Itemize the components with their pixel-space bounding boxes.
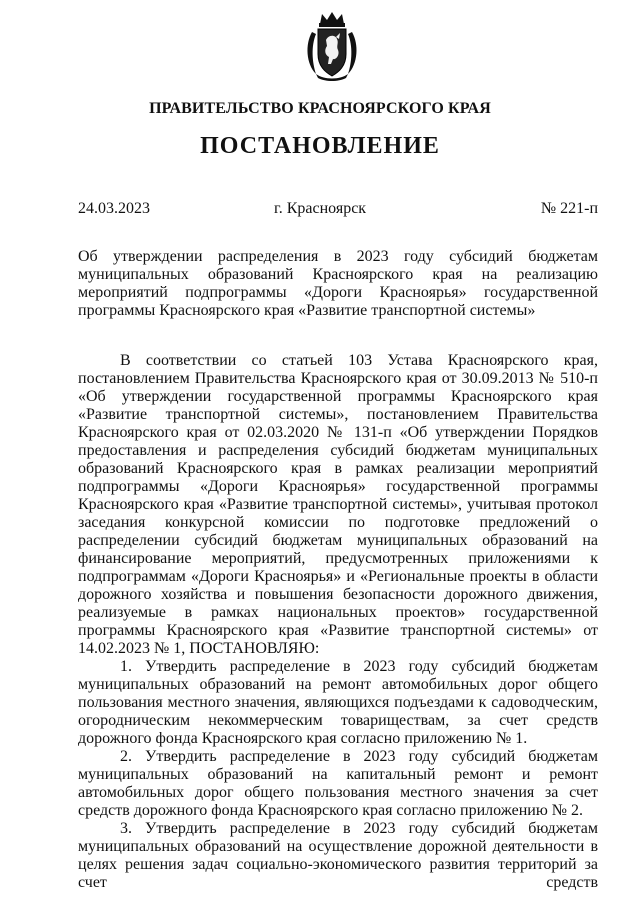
document-city: г. Красноярск (273, 200, 367, 217)
document-date: 24.03.2023 (78, 200, 150, 217)
document-body (78, 352, 598, 892)
list-item (78, 820, 598, 892)
list-item (78, 748, 598, 820)
item-number: 3. (120, 820, 132, 837)
list-item (78, 658, 598, 748)
document-number: № 221-п (540, 200, 598, 217)
document-type-heading: ПОСТАНОВЛЕНИЕ (200, 133, 440, 159)
document-subject: Об утверждении распределения в 2023 году субсидий бюджетам муниципальных образований Красноярского края на реализацию мероприятий подпрограммы «Дороги Красноярья» государственной программы Красноярского края «Развитие транспортной системы» (78, 248, 598, 319)
item-text: Утвердить распределение в 2023 году субсидий бюджетам муниципальных образований на осуществление дорожной деятельности в целях решения задач социально-экономического развития территорий за счет средств (78, 820, 598, 891)
preamble-paragraph: В соответствии со статьей 103 Устава Красноярского края, постановлением Правительства Красноярского края от 30.09.2013 № 510-п «Об утверждении государственной программы Красноярского края «Развитие транспортной системы», постановлением Правительства Красноярского края от 02.03.2020 № 131-п «Об утверждении Порядков предоставления и распределения субсидий бюджетам муниципальных образований Красноярского края в рамках реализации мероприятий подпрограммы «Дороги Красноярья» государственной программы Красноярского края «Развитие транспортной системы», учитывая протокол заседания конкурсной комиссии по подготовке предложений о распределении субсидий бюджетам муниципальных образований на финансирование мероприятий, предусмотренных приложениями к подпрограммам «Дороги Красноярья» и «Региональные проекты в области дорожного хозяйства и повышения безопасности дорожного движения, реализуемые в рамках национальных проектов» государственной программы Красноярского края «Развитие транспортной системы» от 14.02.2023 № 1, ПОСТАНОВЛЯЮ: (78, 352, 598, 657)
item-text: Утвердить распределение в 2023 году субсидий бюджетам муниципальных образований на капитальный ремонт и ремонт автомобильных дорог общего пользования местного значения за счет средств дорожного фонда Красноярского края согласно приложению № 2. (78, 748, 598, 819)
item-text: Утвердить распределение в 2023 году субсидий бюджетам муниципальных образований на ремонт автомобильных дорог общего пользования местного значения, являющихся подъездами к садоводческим, огородническим некоммерческим товариществам, за счет средств дорожного фонда Красноярского края согласно приложению № 1. (78, 658, 598, 747)
coat-of-arms-icon (302, 10, 362, 82)
item-number: 1. (120, 658, 132, 675)
government-title: ПРАВИТЕЛЬСТВО КРАСНОЯРСКОГО КРАЯ (149, 100, 491, 117)
item-number: 2. (120, 748, 132, 765)
